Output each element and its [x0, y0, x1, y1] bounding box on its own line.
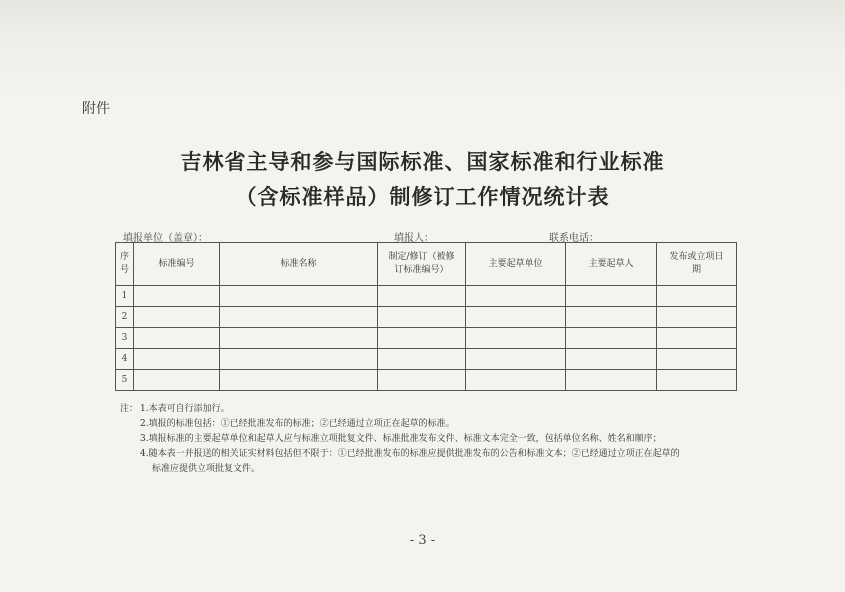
table-cell — [566, 370, 657, 391]
table-cell — [378, 370, 466, 391]
header-standard-name: 标准名称 — [220, 243, 378, 286]
table-cell — [466, 286, 566, 307]
row-number: 2 — [116, 307, 134, 328]
note-continuation: 标准应提供立项批复文件。 — [152, 464, 261, 474]
table-cell — [657, 370, 737, 391]
note-item — [120, 417, 780, 432]
table-cell — [220, 349, 378, 370]
row-number: 4 — [116, 349, 134, 370]
table-cell — [378, 286, 466, 307]
table-cell — [220, 286, 378, 307]
table-row — [116, 328, 737, 349]
table-row — [116, 349, 737, 370]
table-row — [116, 307, 737, 328]
table-cell — [220, 307, 378, 328]
header-release-date: 发布或立项日期 — [657, 243, 737, 286]
reporting-unit-label: 填报单位（盖章）： — [123, 233, 208, 244]
header-drafting-unit: 主要起草单位 — [466, 243, 566, 286]
table-cell — [657, 286, 737, 307]
table-cell — [134, 370, 220, 391]
header-revision-type: 制定/修订（被修订标准编号） — [378, 243, 466, 286]
header-standard-number: 标准编号 — [134, 243, 220, 286]
table-cell — [566, 307, 657, 328]
filler-label: 填报人： — [394, 233, 434, 244]
note-text: 1.本表可自行添加行。 — [140, 404, 230, 414]
statistics-table — [115, 242, 737, 391]
table-cell — [466, 349, 566, 370]
table-cell — [657, 349, 737, 370]
table-cell — [566, 349, 657, 370]
table-cell — [378, 328, 466, 349]
table-row — [116, 370, 737, 391]
table-header-row — [116, 243, 737, 286]
note-item — [120, 402, 780, 417]
table-cell — [566, 286, 657, 307]
note-text: 4.随本表一并报送的相关证实材料包括但不限于：①已经批准发布的标准应提供批准发布的公告和标准文本；②已经通过立项正在起草的 — [140, 449, 680, 459]
note-text: 2.填报的标准包括：①已经批准发布的标准；②已经通过立项正在起草的标准。 — [140, 419, 455, 429]
header-drafter: 主要起草人 — [566, 243, 657, 286]
table-cell — [220, 328, 378, 349]
document-title-line-1: 吉林省主导和参与国际标准、国家标准和行业标准 — [180, 149, 665, 174]
header-serial: 序号 — [116, 243, 134, 286]
table-cell — [466, 328, 566, 349]
note-text: 3.填报标准的主要起草单位和起草人应与标准立项批复文件、标准批准发布文件、标准文本完全一致，包括单位名称、姓名和顺序； — [140, 434, 662, 444]
notes-lead: 注： — [120, 404, 139, 414]
table-cell — [657, 307, 737, 328]
document-title-line-2: （含标准样品）制修订工作情况统计表 — [235, 184, 610, 209]
table-cell — [378, 307, 466, 328]
table-row — [116, 286, 737, 307]
table-cell — [566, 328, 657, 349]
table-cell — [466, 307, 566, 328]
phone-label: 联系电话： — [549, 233, 599, 244]
note-item — [120, 447, 780, 462]
attachment-label: 附件 — [82, 101, 110, 117]
table-cell — [134, 307, 220, 328]
table-cell — [466, 370, 566, 391]
table-cell — [657, 328, 737, 349]
table-cell — [134, 328, 220, 349]
table-cell — [378, 349, 466, 370]
note-item — [120, 432, 780, 447]
page-number: - 3 - — [409, 533, 436, 548]
table-cell — [220, 370, 378, 391]
row-number: 3 — [116, 328, 134, 349]
row-number: 5 — [116, 370, 134, 391]
table-cell — [134, 349, 220, 370]
row-number: 1 — [116, 286, 134, 307]
table-cell — [134, 286, 220, 307]
notes-section — [120, 402, 780, 477]
